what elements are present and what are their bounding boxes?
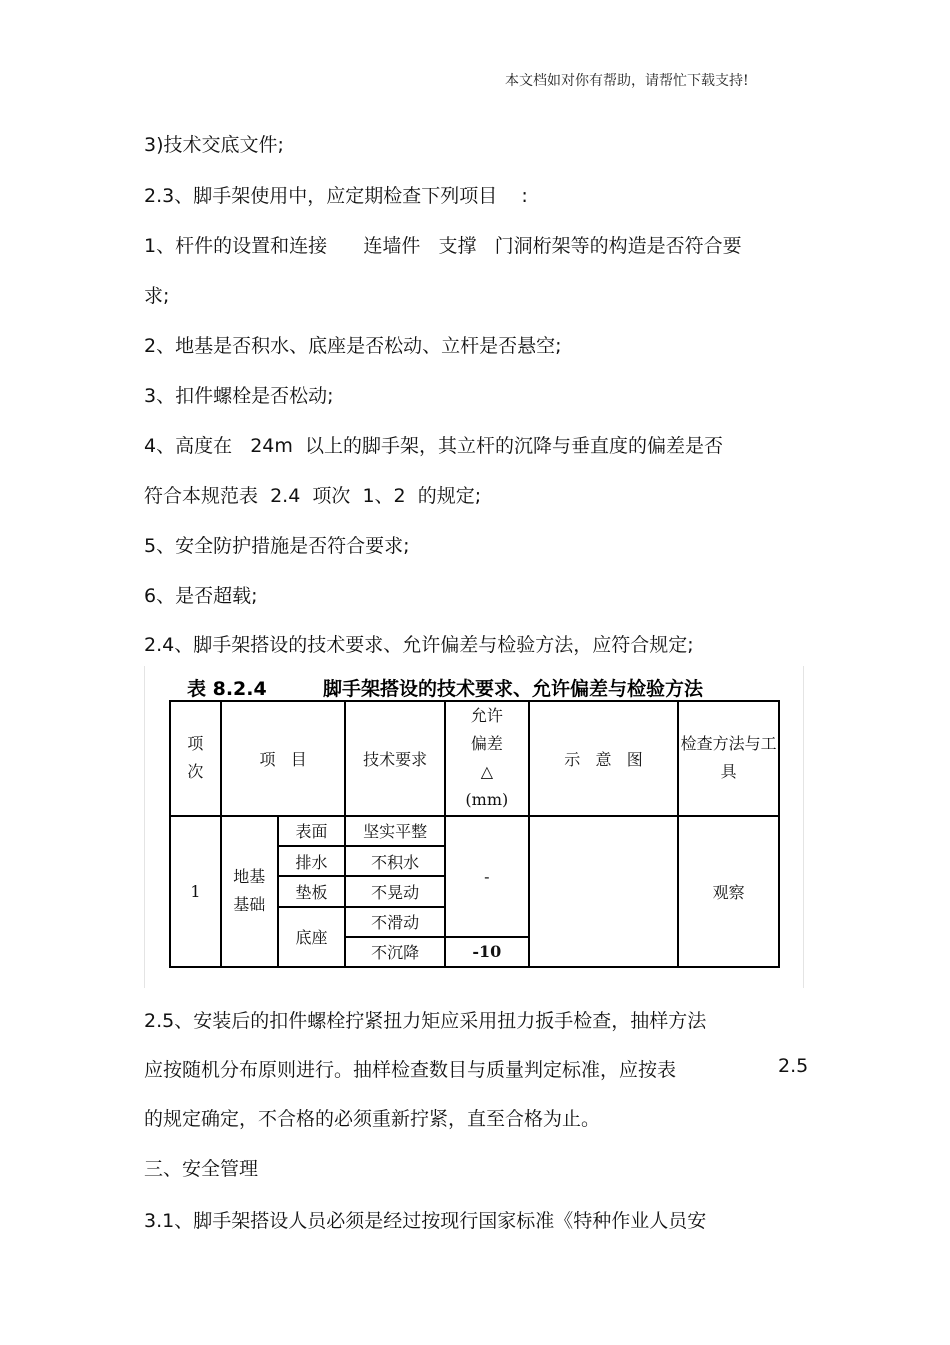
header-tolerance: 允许 偏差 △ (mm)	[445, 701, 529, 816]
paragraph-line: 2.5	[778, 1055, 809, 1077]
table-name: 脚手架搭设的技术要求、允许偏差与检验方法	[323, 678, 704, 700]
row-req: 不滑动	[345, 907, 445, 937]
header-tech: 技术要求	[345, 701, 445, 816]
paragraph-line: 3)技术交底文件;	[144, 134, 284, 156]
paragraph-line: 2.3、脚手架使用中，应定期检查下列项目 :	[144, 185, 528, 207]
table-title	[187, 672, 787, 702]
spec-table	[169, 700, 780, 968]
table-number: 表 8.2.4	[187, 678, 267, 700]
section-heading: 三、安全管理	[144, 1158, 259, 1180]
paragraph-line: 3、扣件螺栓是否松动;	[144, 385, 334, 407]
page-header-note: 本文档如对你有帮助，请帮忙下载支持!	[505, 73, 749, 89]
row-diagram	[529, 816, 679, 967]
paragraph-line: 求;	[144, 285, 170, 307]
header-diagram: 示 意 图	[529, 701, 679, 816]
row-tolerance-last: -10	[445, 937, 529, 967]
table-row	[170, 816, 779, 846]
row-sub: 排水	[278, 846, 346, 876]
header-item: 项 目	[221, 701, 346, 816]
paragraph-line: 6、是否超载;	[144, 585, 258, 607]
row-category: 地基 基础	[221, 816, 278, 967]
row-req: 不晃动	[345, 876, 445, 906]
row-sub: 表面	[278, 816, 346, 846]
paragraph-line: 4、高度在 24m 以上的脚手架，其立杆的沉降与垂直度的偏差是否	[144, 435, 723, 457]
spec-table-figure	[144, 666, 804, 988]
row-tolerance: -	[445, 816, 529, 937]
row-req: 坚实平整	[345, 816, 445, 846]
paragraph-line: 2.4、脚手架搭设的技术要求、允许偏差与检验方法，应符合规定;	[144, 634, 694, 656]
paragraph-line: 应按随机分布原则进行。抽样检查数目与质量判定标准，应按表	[144, 1059, 677, 1081]
row-sub: 底座	[278, 907, 346, 967]
row-sub: 垫板	[278, 876, 346, 906]
paragraph-line: 符合本规范表 2.4 项次 1、2 的规定;	[144, 485, 482, 507]
row-req: 不沉降	[345, 937, 445, 967]
paragraph-line: 的规定确定，不合格的必须重新拧紧，直至合格为止。	[144, 1108, 601, 1130]
header-method: 检查方法与工 具	[678, 701, 779, 816]
table-header-row	[170, 701, 779, 816]
paragraph-line: 1、杆件的设置和连接 连墙件 支撑 门洞桁架等的构造是否符合要	[144, 235, 742, 257]
paragraph-line: 2.5、安装后的扣件螺栓拧紧扭力矩应采用扭力扳手检查，抽样方法	[144, 1010, 707, 1032]
header-item-no: 项 次	[170, 701, 221, 816]
row-method: 观察	[678, 816, 779, 967]
row-no: 1	[170, 816, 221, 967]
paragraph-line: 3.1、脚手架搭设人员必须是经过按现行国家标准《特种作业人员安	[144, 1210, 707, 1232]
paragraph-line: 5、安全防护措施是否符合要求;	[144, 535, 410, 557]
row-req: 不积水	[345, 846, 445, 876]
paragraph-line: 2、地基是否积水、底座是否松动、立杆是否悬空;	[144, 335, 562, 357]
